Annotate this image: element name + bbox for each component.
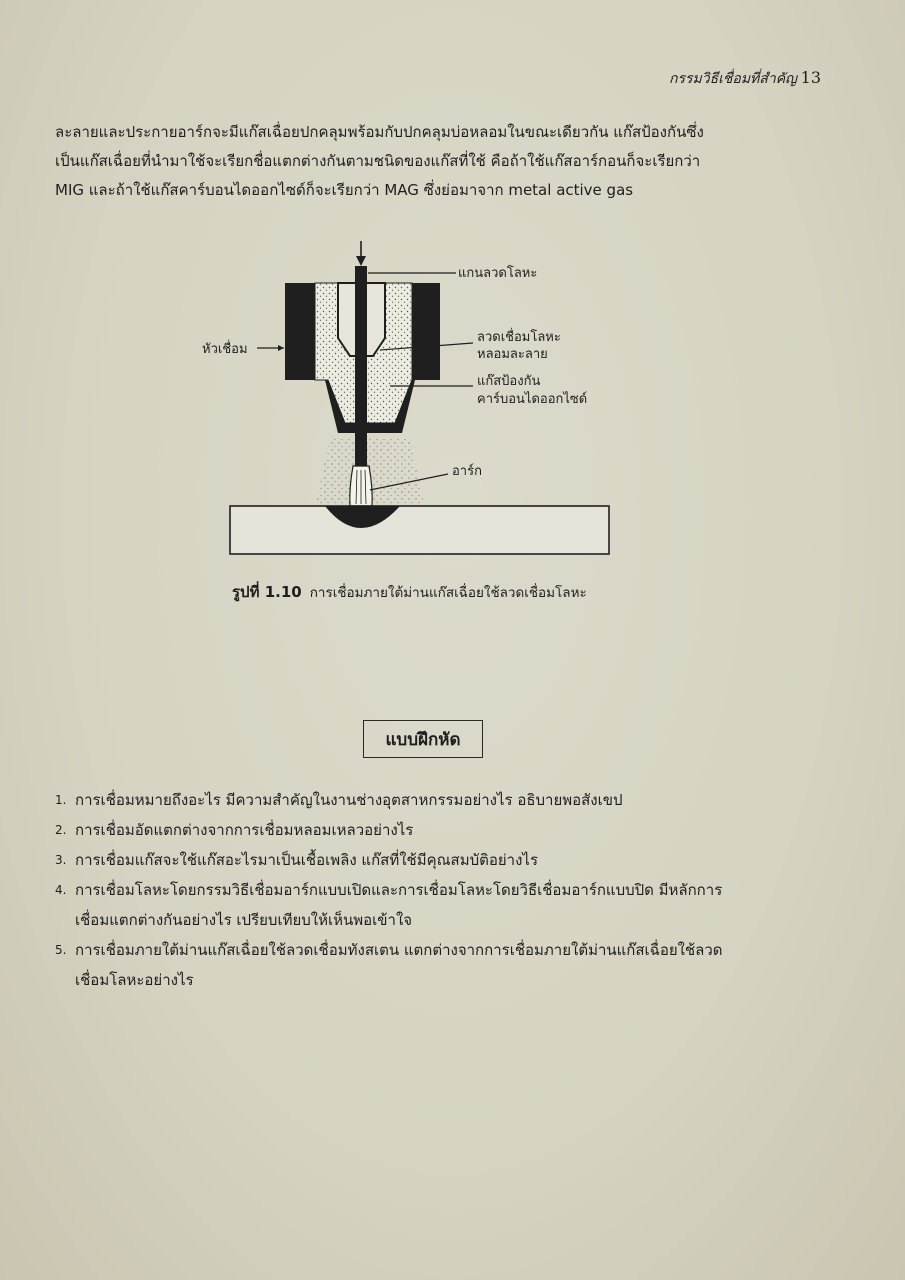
paragraph-line: MIG และถ้าใช้แก๊สคาร์บอนไดออกไซด์ก็จะเรียกว่า MAG ซึ่งย่อมาจาก metal active gas (55, 181, 634, 199)
item-text: การเชื่อมหมายถึงอะไร มีความสำคัญในงานช่างอุตสาหกรรมอย่างไร อธิบายพอสังเขป (75, 791, 623, 809)
item-text: การเชื่อมอัดแตกต่างจากการเชื่อมหลอมเหลวอย่างไร (75, 821, 414, 839)
wire-core (355, 266, 367, 466)
label-arc: อาร์ก (452, 464, 482, 479)
item-text: การเชื่อมแก๊สจะใช้แก๊สอะไรมาเป็นเชื้อเพลิง แก๊สที่ใช้มีคุณสมบัติอย่างไร (75, 851, 539, 869)
exercise-list (55, 785, 815, 995)
item-number: 4. (55, 883, 67, 897)
item-text: การเชื่อมโลหะโดยกรรมวิธีเชื่อมอาร์กแบบเปิดและการเชื่อมโลหะโดยวิธีเชื่อมอาร์กแบบปิด มีหลักการ (75, 881, 723, 899)
running-title: กรรมวิธีเชื่อมที่สำคัญ (668, 71, 797, 87)
caption-text: การเชื่อมภายใต้ม่านแก๊สเฉื่อยใช้ลวดเชื่อมโลหะ (309, 585, 587, 601)
figure-caption (232, 580, 587, 604)
paragraph-line: เป็นแก๊สเฉื่อยที่นำมาใช้จะเรียกชื่อแตกต่างกันตามชนิดของแก๊สที่ใช้ คือถ้าใช้แก๊สอาร์กอนก็จะเรียกว่า (55, 152, 701, 170)
item-number: 3. (55, 853, 67, 867)
list-item (55, 845, 815, 875)
paragraph-line: ละลายและประกายอาร์กจะมีแก๊สเฉื่อยปกคลุมพร้อมกับปกคลุมบ่อหลอมในขณะเดียวกัน แก๊สป้องกันซึ่ง (55, 123, 704, 141)
item-text: เชื่อมโลหะอย่างไร (75, 971, 194, 989)
label-shield-gas: คาร์บอนไดออกไซด์ (477, 392, 588, 407)
label-torch: หัวเชื่อม (202, 342, 248, 357)
label-molten-wire: ลวดเชื่อมโลหะ (477, 330, 561, 345)
caption-label: รูปที่ 1.10 (232, 583, 302, 601)
exercise-heading: แบบฝึกหัด (363, 720, 483, 758)
list-item (55, 935, 815, 995)
feed-arrow-head (356, 256, 366, 266)
page-number: 13 (800, 68, 821, 87)
label-shield-gas: แก๊สป้องกัน (477, 374, 541, 389)
label-molten-wire: หลอมละลาย (477, 347, 548, 362)
list-item (55, 815, 815, 845)
item-text: เชื่อมแตกต่างกันอย่างไร เปรียบเทียบให้เห็นพอเข้าใจ (75, 911, 413, 929)
workpiece (230, 506, 609, 554)
list-item (55, 875, 815, 935)
label-wire-core: แกนลวดโลหะ (458, 266, 538, 281)
body-paragraph (55, 118, 805, 205)
item-number: 1. (55, 793, 67, 807)
item-number: 2. (55, 823, 67, 837)
item-number: 5. (55, 943, 67, 957)
item-text: การเชื่อมภายใต้ม่านแก๊สเฉื่อยใช้ลวดเชื่อมทังสเตน แตกต่างจากการเชื่อมภายใต้ม่านแก๊สเฉื่อยใช้ลวด (75, 941, 723, 959)
mig-welding-diagram (190, 238, 630, 568)
list-item (55, 785, 815, 815)
